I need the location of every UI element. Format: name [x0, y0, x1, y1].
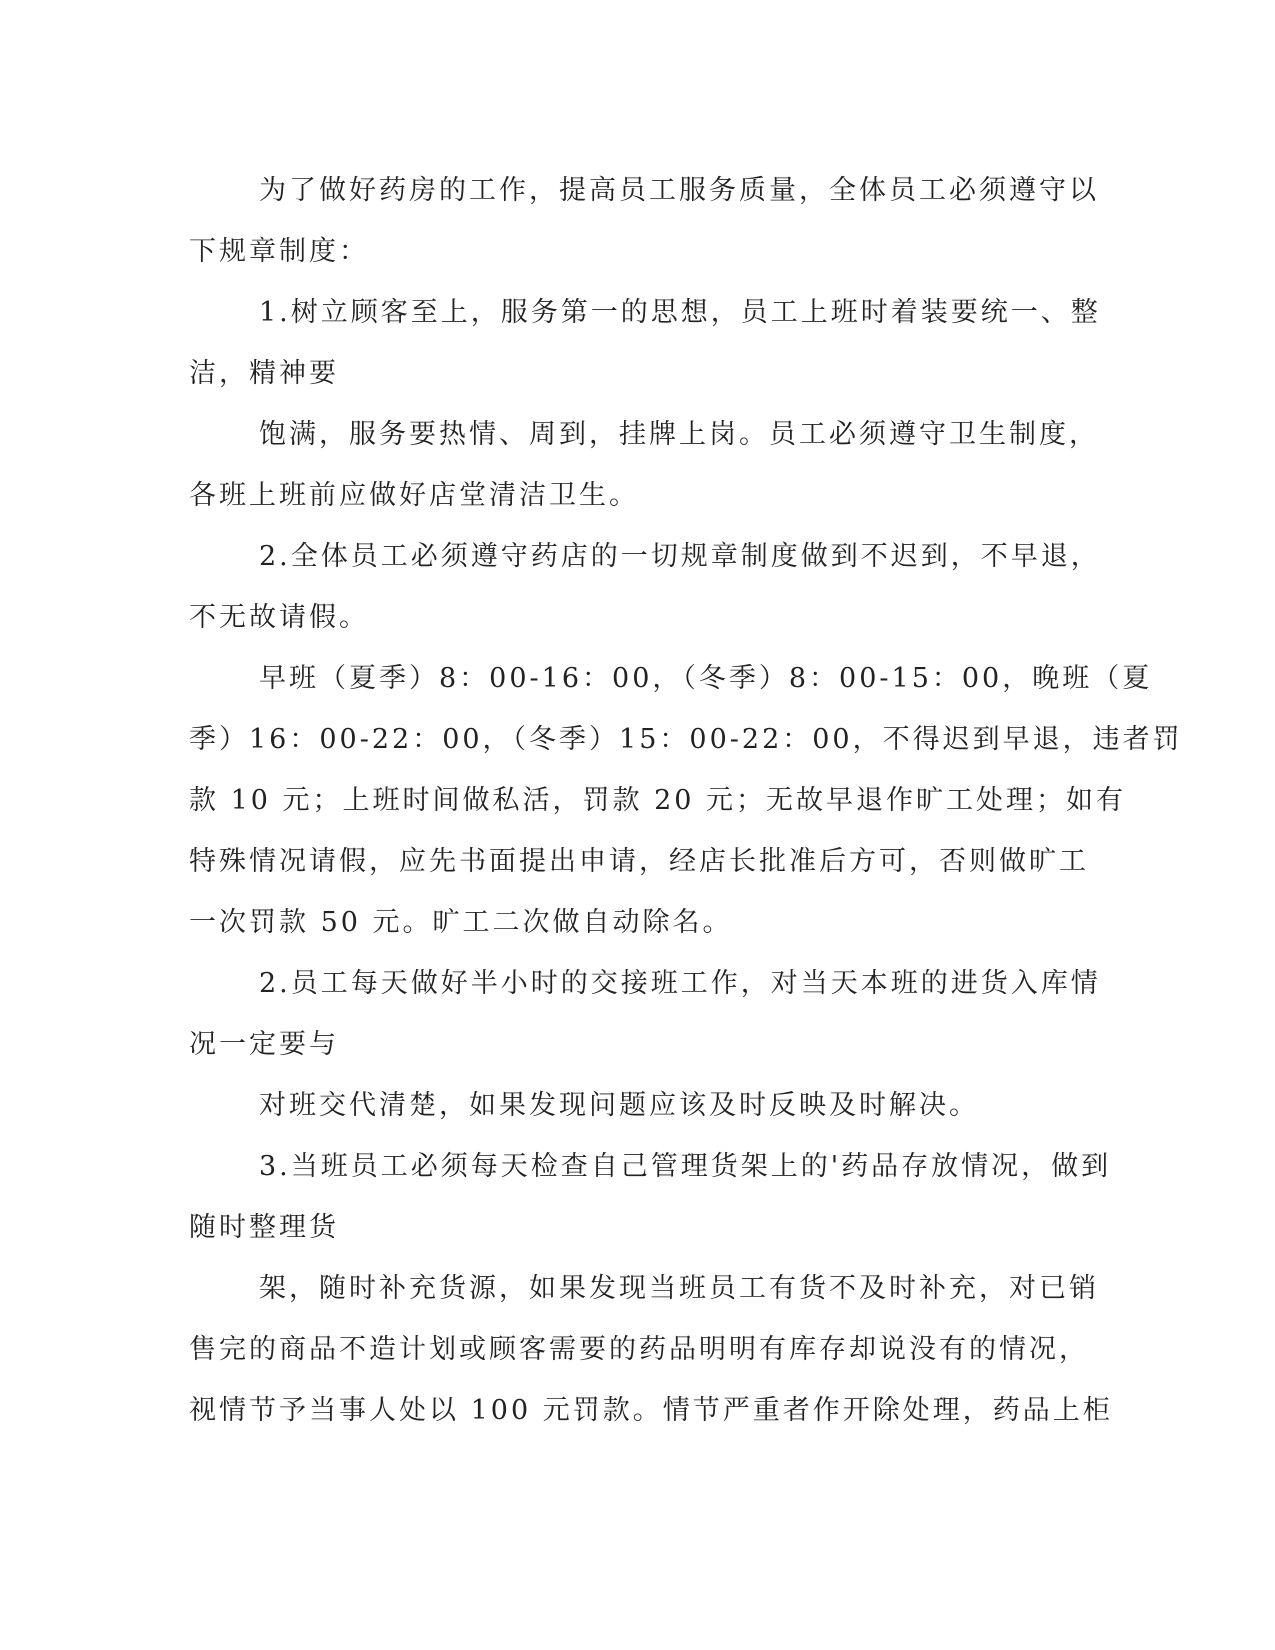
text-line: 3.当班员工必须每天检查自己管理货架上的'药品存放情况，做到: [259, 1151, 1112, 1182]
text-line: 洁，精神要: [189, 358, 339, 389]
paragraph-rule-2b-cont: [189, 1075, 1089, 1136]
paragraph-rule-2b: [189, 953, 1101, 1075]
text-line: 饱满，服务要热情、周到，挂牌上岗。员工必须遵守卫生制度，: [259, 419, 1099, 450]
text-line: 为了做好药房的工作，提高员工服务质量，全体员工必须遵守以: [259, 175, 1099, 206]
text-line: 特殊情况请假，应先书面提出申请，经店长批准后方可，否则做旷工: [189, 846, 1089, 877]
text-line: 早班（夏季）8：00-16：00，（冬季）8：00-15：00，晚班（夏: [259, 663, 1153, 694]
paragraph-rule-1: [189, 282, 1101, 404]
text-line: 下规章制度：: [189, 236, 369, 267]
text-line: 一次罚款 50 元。旷工二次做自动除名。: [189, 907, 733, 938]
document-body: [189, 160, 1183, 1441]
text-line: 况一定要与: [189, 1029, 339, 1060]
paragraph-rule-2: [189, 526, 1101, 648]
text-line: 季）16：00-22：00，（冬季）15：00-22：00，不得迟到早退，违者罚: [189, 724, 1183, 755]
text-line: 视情节予当事人处以 100 元罚款。情节严重者作开除处理，药品上柜: [189, 1395, 1113, 1426]
paragraph-shift-schedule: [189, 648, 1183, 953]
text-line: 2.员工每天做好半小时的交接班工作，对当天本班的进货入库情: [259, 968, 1101, 999]
text-line: 不无故请假。: [189, 602, 369, 633]
text-line: 各班上班前应做好店堂清洁卫生。: [189, 480, 639, 511]
text-line: 款 10 元；上班时间做私活，罚款 20 元；无故早退作旷工处理；如有: [189, 785, 1127, 816]
paragraph-rule-1-cont: [189, 404, 1099, 526]
paragraph-intro: [189, 160, 1099, 282]
text-line: 随时整理货: [189, 1212, 339, 1243]
text-line: 对班交代清楚，如果发现问题应该及时反映及时解决。: [259, 1090, 979, 1121]
text-line: 2.全体员工必须遵守药店的一切规章制度做到不迟到，不早退，: [259, 541, 1101, 572]
text-line: 售完的商品不造计划或顾客需要的药品明明有库存却说没有的情况，: [189, 1334, 1089, 1365]
text-line: 架，随时补充货源，如果发现当班员工有货不及时补充，对已销: [259, 1273, 1099, 1304]
text-line: 1.树立顾客至上，服务第一的思想，员工上班时着装要统一、整: [259, 297, 1101, 328]
paragraph-rule-3: [189, 1136, 1112, 1258]
paragraph-rule-3-cont: [189, 1258, 1113, 1441]
